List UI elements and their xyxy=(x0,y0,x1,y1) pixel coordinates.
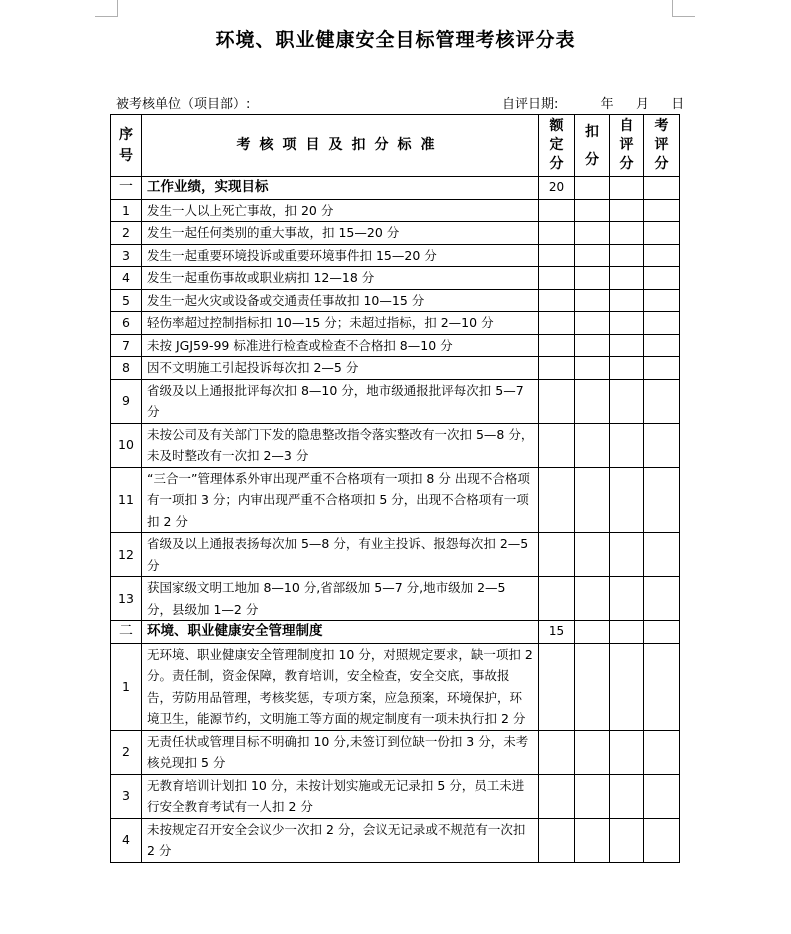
section-self-score xyxy=(610,177,644,200)
table-row xyxy=(111,379,680,423)
row-deduct xyxy=(575,577,610,621)
row-self-score xyxy=(610,577,644,621)
row-self-score xyxy=(610,467,644,533)
section-no: 二 xyxy=(111,621,142,644)
row-self-score xyxy=(610,533,644,577)
row-review-score xyxy=(644,199,680,222)
row-deduct xyxy=(575,312,610,335)
section-deduct xyxy=(575,621,610,644)
row-quota xyxy=(539,423,575,467)
row-self-score xyxy=(610,379,644,423)
row-self-score xyxy=(610,312,644,335)
section-deduct xyxy=(575,177,610,200)
section-title: 环境、职业健康安全管理制度 xyxy=(142,621,539,644)
row-criteria: 省级及以上通报表扬每次加 5—8 分，有业主投诉、报怨每次扣 2—5 分 xyxy=(142,533,539,577)
row-criteria: 发生一起任何类别的重大事故，扣 15—20 分 xyxy=(142,222,539,245)
row-no: 1 xyxy=(111,643,142,730)
section-self-score xyxy=(610,621,644,644)
row-criteria: 无环境、职业健康安全管理制度扣 10 分，对照规定要求，缺一项扣 2 分。责任制，资金保障，教育培训，安全检查，安全交底，事故报告，劳防用品管理，考核奖惩，专项方案，应急预案，环境保护，环境卫生，能源节约，文明施工等方面的规定制度有一项未执行扣 2 分 xyxy=(142,643,539,730)
row-quota xyxy=(539,357,575,380)
row-self-score xyxy=(610,222,644,245)
row-criteria: 发生一人以上死亡事故，扣 20 分 xyxy=(142,199,539,222)
row-review-score xyxy=(644,467,680,533)
row-quota xyxy=(539,334,575,357)
row-no: 8 xyxy=(111,357,142,380)
row-review-score xyxy=(644,357,680,380)
row-deduct xyxy=(575,244,610,267)
row-deduct xyxy=(575,467,610,533)
row-criteria: 发生一起重要环境投诉或重要环境事件扣 15—20 分 xyxy=(142,244,539,267)
row-review-score xyxy=(644,222,680,245)
table-row xyxy=(111,467,680,533)
row-self-score xyxy=(610,423,644,467)
row-criteria: 发生一起火灾或设备或交通责任事故扣 10—15 分 xyxy=(142,289,539,312)
row-criteria: 无责任状或管理目标不明确扣 10 分,未签订到位缺一份扣 3 分，未考核兑现扣 5 分 xyxy=(142,730,539,774)
row-self-score xyxy=(610,244,644,267)
row-quota xyxy=(539,818,575,862)
row-quota xyxy=(539,730,575,774)
table-row xyxy=(111,357,680,380)
row-quota xyxy=(539,267,575,290)
section-review-score xyxy=(644,621,680,644)
row-criteria: 获国家级文明工地加 8—10 分,省部级加 5—7 分,地市级加 2—5 分，县级加 1—2 分 xyxy=(142,577,539,621)
row-no: 7 xyxy=(111,334,142,357)
row-no: 1 xyxy=(111,199,142,222)
row-quota xyxy=(539,199,575,222)
header-quota: 额定分 xyxy=(539,115,575,177)
row-no: 13 xyxy=(111,577,142,621)
row-review-score xyxy=(644,267,680,290)
row-criteria: 无教育培训计划扣 10 分，未按计划实施或无记录扣 5 分，员工未进行安全教育考试有一人扣 2 分 xyxy=(142,774,539,818)
row-quota xyxy=(539,577,575,621)
section-quota: 15 xyxy=(539,621,575,644)
section-no: 一 xyxy=(111,177,142,200)
row-no: 12 xyxy=(111,533,142,577)
date-month: 月 xyxy=(635,97,649,112)
row-deduct xyxy=(575,730,610,774)
section-title: 工作业绩，实现目标 xyxy=(142,177,539,200)
row-deduct xyxy=(575,818,610,862)
row-quota xyxy=(539,289,575,312)
table-row xyxy=(111,334,680,357)
row-criteria: “三合一”管理体系外审出现严重不合格项有一项扣 8 分 出现不合格项有一项扣 3 分；内审出现严重不合格项扣 5 分，出现不合格项有一项扣 2 分 xyxy=(142,467,539,533)
row-no: 6 xyxy=(111,312,142,335)
table-row xyxy=(111,818,680,862)
header-review: 考评分 xyxy=(644,115,680,177)
row-no: 11 xyxy=(111,467,142,533)
row-no: 5 xyxy=(111,289,142,312)
date-label: 自评日期: xyxy=(502,97,559,112)
row-deduct xyxy=(575,533,610,577)
table-row xyxy=(111,312,680,335)
row-quota xyxy=(539,244,575,267)
row-no: 2 xyxy=(111,222,142,245)
row-quota xyxy=(539,774,575,818)
row-deduct xyxy=(575,379,610,423)
row-self-score xyxy=(610,199,644,222)
row-review-score xyxy=(644,730,680,774)
row-self-score xyxy=(610,818,644,862)
row-review-score xyxy=(644,774,680,818)
page-corner-mark-left xyxy=(95,0,118,17)
table-body xyxy=(111,177,680,863)
row-no: 9 xyxy=(111,379,142,423)
row-deduct xyxy=(575,643,610,730)
row-review-score xyxy=(644,379,680,423)
row-quota xyxy=(539,533,575,577)
row-review-score xyxy=(644,423,680,467)
row-criteria: 因不文明施工引起投诉每次扣 2—5 分 xyxy=(142,357,539,380)
header-deduct: 扣分 xyxy=(575,115,610,177)
row-self-score xyxy=(610,643,644,730)
row-criteria: 轻伤率超过控制指标扣 10—15 分；未超过指标，扣 2—10 分 xyxy=(142,312,539,335)
row-no: 4 xyxy=(111,267,142,290)
row-self-score xyxy=(610,267,644,290)
document-title: 环境、职业健康安全目标管理考核评分表 xyxy=(215,29,576,51)
section-row xyxy=(111,621,680,644)
row-criteria: 发生一起重伤事故或职业病扣 12—18 分 xyxy=(142,267,539,290)
row-quota xyxy=(539,379,575,423)
table-row xyxy=(111,643,680,730)
row-quota xyxy=(539,467,575,533)
row-review-score xyxy=(644,334,680,357)
row-self-score xyxy=(610,730,644,774)
row-review-score xyxy=(644,643,680,730)
row-deduct xyxy=(575,423,610,467)
table-row xyxy=(111,730,680,774)
row-no: 4 xyxy=(111,818,142,862)
table-header-row xyxy=(111,115,680,177)
table-row xyxy=(111,244,680,267)
unit-label: 被考核单位（项目部）: xyxy=(116,97,251,112)
row-quota xyxy=(539,222,575,245)
header-no: 序号 xyxy=(111,115,142,177)
table-row xyxy=(111,222,680,245)
row-no: 2 xyxy=(111,730,142,774)
page-corner-mark-right xyxy=(672,0,695,17)
row-review-score xyxy=(644,577,680,621)
row-criteria: 省级及以上通报批评每次扣 8—10 分，地市级通报批评每次扣 5—7 分 xyxy=(142,379,539,423)
row-review-score xyxy=(644,312,680,335)
row-deduct xyxy=(575,289,610,312)
date-year: 年 xyxy=(600,97,614,112)
row-self-score xyxy=(610,289,644,312)
table-row xyxy=(111,199,680,222)
table-row xyxy=(111,577,680,621)
row-self-score xyxy=(610,357,644,380)
row-no: 10 xyxy=(111,423,142,467)
section-review-score xyxy=(644,177,680,200)
scoring-table xyxy=(110,114,680,863)
header-item: 考核项目及扣分标准 xyxy=(142,115,539,177)
row-review-score xyxy=(644,818,680,862)
row-no: 3 xyxy=(111,244,142,267)
row-quota xyxy=(539,643,575,730)
row-deduct xyxy=(575,334,610,357)
table-row xyxy=(111,774,680,818)
section-row xyxy=(111,177,680,200)
row-criteria: 未按规定召开安全会议少一次扣 2 分，会议无记录或不规范有一次扣 2 分 xyxy=(142,818,539,862)
row-quota xyxy=(539,312,575,335)
row-review-score xyxy=(644,533,680,577)
row-deduct xyxy=(575,222,610,245)
row-self-score xyxy=(610,774,644,818)
row-deduct xyxy=(575,357,610,380)
row-review-score xyxy=(644,289,680,312)
table-row xyxy=(111,289,680,312)
table-row xyxy=(111,533,680,577)
row-deduct xyxy=(575,199,610,222)
row-criteria: 未按公司及有关部门下发的隐患整改指令落实整改有一次扣 5—8 分，未及时整改有一次扣 2—3 分 xyxy=(142,423,539,467)
date-line xyxy=(502,93,684,112)
row-deduct xyxy=(575,774,610,818)
row-deduct xyxy=(575,267,610,290)
header-self: 自评分 xyxy=(610,115,644,177)
section-quota: 20 xyxy=(539,177,575,200)
date-day: 日 xyxy=(671,97,685,112)
row-criteria: 未按 JGJ59-99 标准进行检查或检查不合格扣 8—10 分 xyxy=(142,334,539,357)
row-self-score xyxy=(610,334,644,357)
row-no: 3 xyxy=(111,774,142,818)
table-row xyxy=(111,423,680,467)
table-row xyxy=(111,267,680,290)
row-review-score xyxy=(644,244,680,267)
